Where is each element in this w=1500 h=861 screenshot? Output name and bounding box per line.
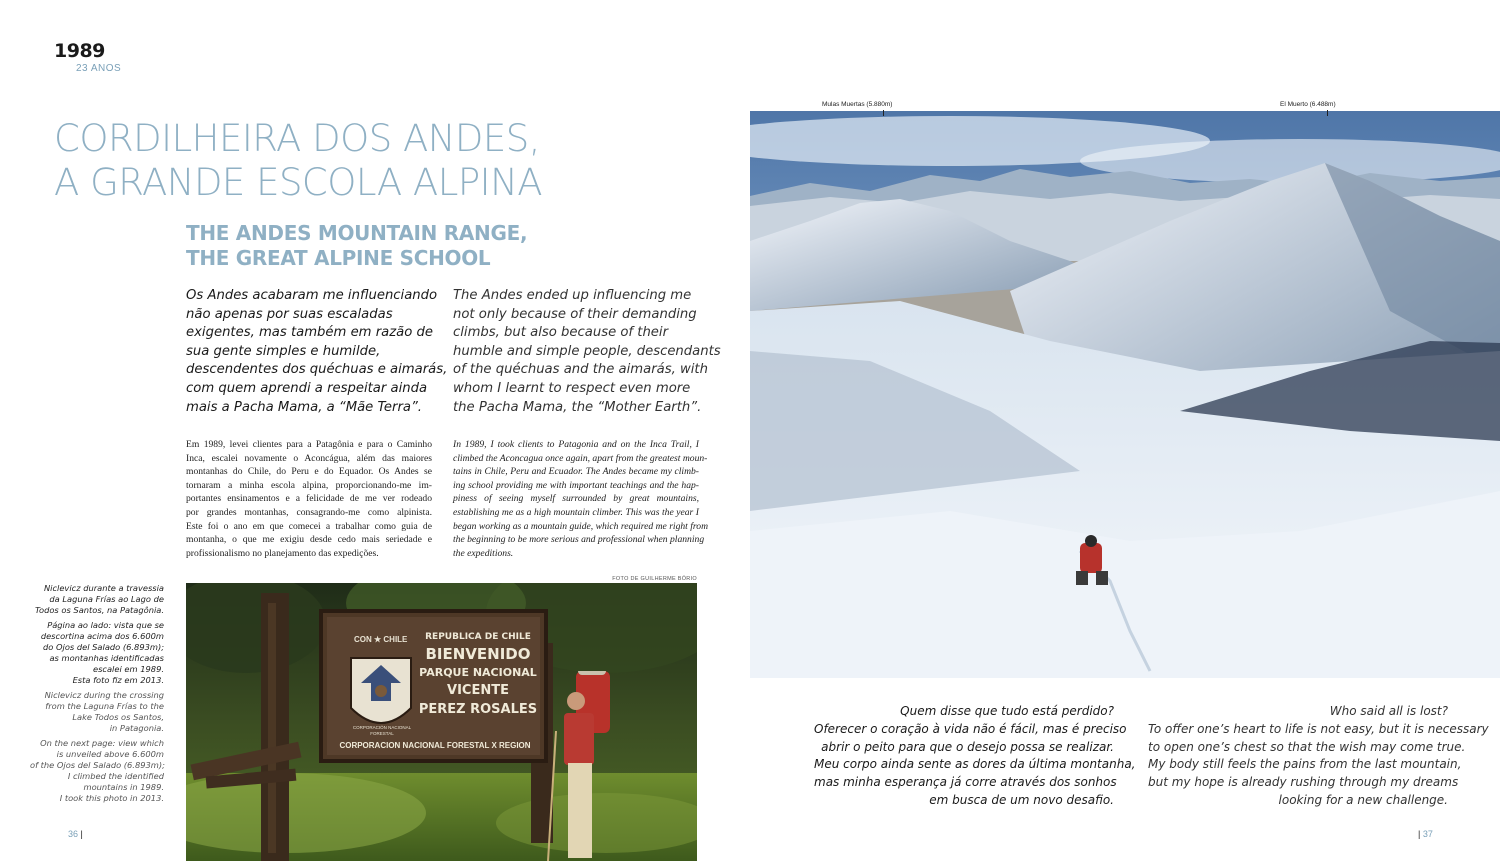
poem-line: To offer one’s heart to life is not easy, but it is necessary bbox=[1148, 721, 1489, 736]
peak-tick bbox=[883, 110, 884, 116]
caption-line: Esta foto fiz em 2013. bbox=[72, 675, 164, 685]
poem-line: but my hope is already rushing through my dreams bbox=[1148, 775, 1459, 790]
body-line: tains in Chile, Peru and Ecuador. The Andes became my climb- bbox=[453, 466, 699, 478]
title-pt-line: CORDILHEIRA DOS ANDES, bbox=[54, 117, 541, 160]
body-line: the beginning to be more serious and professional when planning bbox=[453, 534, 705, 546]
body-line: portantes ensinamentos e a felicidade de me ver rodeado bbox=[186, 493, 432, 505]
caption-en-2 bbox=[30, 738, 164, 804]
caption-line: I took this photo in 2013. bbox=[59, 793, 164, 803]
body-line: In 1989, I took clients to Patagonia and on the Inca Trail, I bbox=[453, 439, 699, 450]
caption-line: Todos os Santos, na Patagônia. bbox=[34, 605, 164, 615]
title-en-line: THE ANDES MOUNTAIN RANGE, bbox=[186, 221, 528, 245]
caption-line: Lake Todos os Santos, bbox=[72, 712, 164, 722]
caption-line: descortina acima dos 6.600m bbox=[40, 631, 164, 641]
sign-line: PEREZ ROSALES bbox=[418, 702, 538, 717]
lead-line: mais a Pacha Mama, a “Mãe Terra”. bbox=[186, 399, 422, 415]
folio-separator: | bbox=[1418, 829, 1421, 839]
peak-label-mulas-muertas: Mulas Muertas (5.880m) bbox=[822, 101, 893, 108]
page-number: 36 bbox=[68, 829, 79, 839]
caption-pt-2 bbox=[30, 620, 164, 686]
caption-line: On the next page: view which bbox=[40, 738, 164, 748]
poem-en bbox=[1148, 703, 1489, 810]
lead-line: com quem aprendi a respeitar ainda bbox=[186, 380, 428, 396]
body-text-pt bbox=[186, 438, 432, 560]
lead-line: The Andes ended up influencing me bbox=[453, 288, 692, 303]
body-line: tornaram a minha escola alpina, proporcionando-me im- bbox=[186, 479, 432, 491]
caption-line: in Patagonia. bbox=[109, 723, 164, 733]
title-portuguese bbox=[54, 117, 542, 205]
sign-line: VICENTE bbox=[447, 683, 509, 698]
photo-mountain-panorama bbox=[750, 111, 1500, 678]
photo-credit: FOTO DE GUILHERME BÖRIO bbox=[612, 576, 697, 582]
caption-line: from the Laguna Frías to the bbox=[45, 701, 164, 711]
caption-pt-1 bbox=[30, 583, 164, 616]
body-line: Em 1989, levei clientes para a Patagônia e para o Caminho bbox=[186, 439, 432, 450]
title-pt-line: A GRANDE ESCOLA ALPINA bbox=[54, 161, 543, 204]
body-line: the expeditions. bbox=[453, 547, 514, 559]
page-number-right bbox=[1418, 829, 1433, 839]
peak-label-el-muerto: El Muerto (6.488m) bbox=[1280, 101, 1336, 108]
poem-line: My body still feels the pains from the last mountain, bbox=[1148, 757, 1462, 772]
body-text-en bbox=[453, 438, 709, 560]
caption-line: da Laguna Frías ao Lago de bbox=[49, 594, 164, 604]
years-label: 23 ANOS bbox=[76, 63, 122, 74]
page-number-left bbox=[68, 829, 83, 839]
poem-pt bbox=[814, 703, 1136, 810]
body-line: piness of seeing myself surrounded by great mountains, bbox=[453, 493, 699, 505]
sign-line: BIENVENIDO bbox=[425, 645, 531, 663]
conaf-seal bbox=[351, 658, 411, 723]
sign-footer-line: CORPORACION NACIONAL FORESTAL X REGION bbox=[339, 741, 531, 750]
body-line: began working as a mountain guide, which required me right from bbox=[453, 520, 709, 532]
poem-line: looking for a new challenge. bbox=[1278, 792, 1448, 807]
lead-line: sua gente simples e humilde, bbox=[186, 343, 381, 359]
lead-line: descendentes dos quéchuas e aimarás, bbox=[186, 362, 448, 378]
caption-line: do Ojos del Salado (6.893m); bbox=[43, 642, 164, 652]
lead-line: of the quéchuas and the aimarás, with bbox=[453, 362, 708, 378]
caption-line: as montanhas identificadas bbox=[49, 653, 164, 663]
poem-line: em busca de um novo desafio. bbox=[929, 792, 1114, 807]
body-line: montanhas do Chile, do Peru e do Equador. Os Andes se bbox=[186, 466, 432, 478]
body-line: ing school providing me with important teachings and the hap- bbox=[453, 479, 699, 491]
poem-line: mas minha esperança já corre através dos sonhos bbox=[814, 775, 1117, 790]
body-line: por grandes montanhas, consagrando-me como alpinista. bbox=[186, 506, 432, 518]
poem-line: Oferecer o coração à vida não é fácil, mas é preciso bbox=[814, 721, 1127, 736]
body-line: Este foi o ano em que comecei a trabalhar como guia de bbox=[186, 520, 432, 532]
lead-line: whom I learnt to respect even more bbox=[453, 380, 691, 396]
peak-tick bbox=[1327, 110, 1328, 116]
poem-line: Who said all is lost? bbox=[1329, 704, 1448, 718]
sign-text bbox=[418, 631, 538, 719]
sign-seal-text: CORPORACIÓN NACIONAL FORESTAL bbox=[352, 725, 412, 736]
body-line: Inca, escalei novamente o Aconcágua, além das maiores bbox=[186, 452, 432, 464]
caption-line: Niclevicz durante a travessia bbox=[43, 583, 164, 593]
caption-line: mountains in 1989. bbox=[83, 782, 164, 792]
lead-line: humble and simple people, descendants bbox=[453, 343, 721, 359]
body-line: profissionalismo no planejamento das expedições. bbox=[186, 547, 379, 559]
caption-line: escalei em 1989. bbox=[92, 664, 164, 674]
caption-line: I climbed the identified bbox=[67, 771, 164, 781]
folio-separator: | bbox=[80, 829, 83, 839]
body-line: establishing me as a high mountain climber. This was the year I bbox=[453, 506, 699, 518]
sign-line: REPUBLICA DE CHILE bbox=[425, 632, 531, 642]
photo-park-sign bbox=[186, 583, 697, 861]
poem-line: Quem disse que tudo está perdido? bbox=[900, 704, 1114, 718]
poem-line: to open one’s chest so that the wish may come true. bbox=[1148, 739, 1466, 754]
year-heading: 1989 bbox=[54, 40, 105, 62]
lead-line: not only because of their demanding bbox=[453, 306, 697, 322]
caption-line: Niclevicz during the crossing bbox=[44, 690, 164, 700]
lead-line: climbs, but also because of their bbox=[453, 325, 668, 341]
lead-paragraph-pt bbox=[186, 287, 446, 417]
lead-line: não apenas por suas escaladas bbox=[186, 306, 393, 322]
caption-line: of the Ojos del Salado (6.893m); bbox=[30, 760, 165, 770]
hiker-figure bbox=[546, 671, 626, 861]
body-line: climbed the Aconcagua once again, apart from the greatest moun- bbox=[453, 452, 708, 464]
caption-line: Página ao lado: vista que se bbox=[47, 620, 164, 630]
lead-paragraph-en bbox=[453, 287, 721, 417]
lead-line: the Pacha Mama, the “Mother Earth”. bbox=[453, 399, 702, 415]
page-number: 37 bbox=[1422, 829, 1433, 839]
sign-logo: CON ★ CHILE bbox=[354, 635, 408, 644]
title-english bbox=[186, 221, 527, 271]
lead-line: exigentes, mas também em razão de bbox=[186, 325, 433, 341]
sign-line: PARQUE NACIONAL bbox=[419, 666, 537, 679]
lead-line: Os Andes acabaram me influenciando bbox=[186, 288, 438, 303]
title-en-line: THE GREAT ALPINE SCHOOL bbox=[186, 246, 491, 270]
poem-line: Meu corpo ainda sente as dores da última montanha, bbox=[814, 757, 1136, 772]
caption-en-1 bbox=[30, 690, 164, 734]
body-line: montanha, o que me exigiu desde cedo mais seriedade e bbox=[186, 534, 432, 546]
caption-line: is unveiled above 6.600m bbox=[56, 749, 164, 759]
poem-line: abrir o peito para que o desejo possa se realizar. bbox=[821, 739, 1114, 754]
mountain-illustration bbox=[750, 111, 1500, 678]
